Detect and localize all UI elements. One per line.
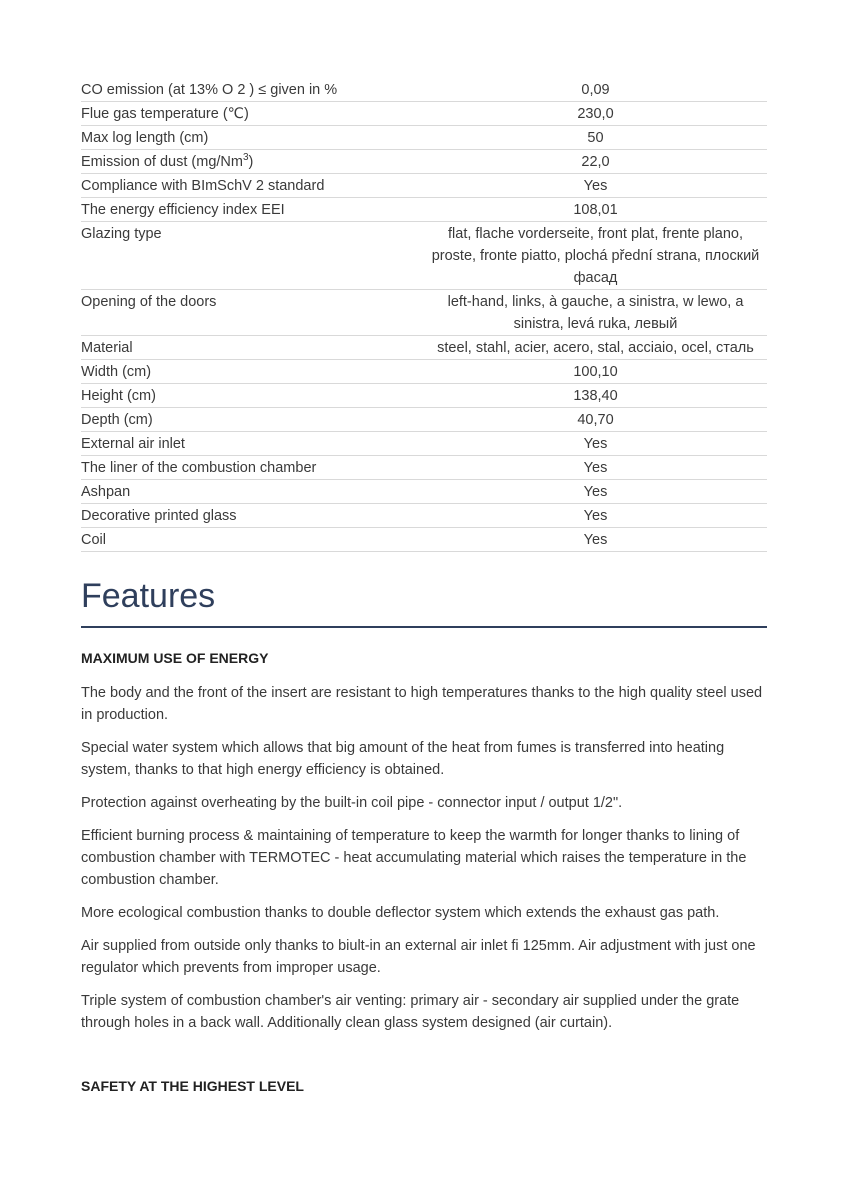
document-page bbox=[81, 78, 767, 1110]
subheading-safety: SAFETY AT THE HIGHEST LEVEL bbox=[81, 1078, 304, 1094]
spec-label: Height (cm) bbox=[81, 384, 424, 408]
spec-label-text: Emission of dust (mg/Nm bbox=[81, 154, 243, 170]
feature-paragraph: Efficient burning process & maintaining of temperature to keep the warmth for longer thanks to lining of combustion chamber with TERMOTEC - heat accumulating material which raises the temperature in the combustion chamber. bbox=[81, 828, 747, 888]
subheading-maximum-use-of-energy: MAXIMUM USE OF ENERGY bbox=[81, 650, 269, 666]
table-row bbox=[81, 222, 767, 290]
spec-value: left-hand, links, à gauche, a sinistra, w lewo, a sinistra, levá ruka, левый bbox=[424, 290, 767, 336]
spec-label-end: ) bbox=[248, 154, 254, 170]
spec-label-superscript: 3 bbox=[242, 152, 249, 164]
spec-value: 0,09 bbox=[424, 78, 767, 102]
spec-value: flat, flache vorderseite, front plat, frente plano, proste, fronte piatto, plochá přední strana, плоский фасад bbox=[424, 222, 767, 290]
spec-label: Compliance with BImSchV 2 standard bbox=[81, 174, 424, 198]
spec-label: The liner of the combustion chamber bbox=[81, 456, 424, 480]
feature-paragraph: Protection against overheating by the built-in coil pipe - connector input / output 1/2". bbox=[81, 795, 623, 811]
table-row bbox=[81, 408, 767, 432]
spec-label: Glazing type bbox=[81, 222, 424, 290]
table-row bbox=[81, 384, 767, 408]
table-row bbox=[81, 102, 767, 126]
spec-value: Yes bbox=[424, 480, 767, 504]
spec-label: Material bbox=[81, 336, 424, 360]
spec-value: 40,70 bbox=[424, 408, 767, 432]
table-row bbox=[81, 432, 767, 456]
spec-label: Coil bbox=[81, 528, 424, 552]
spec-label-with-superscript bbox=[81, 150, 424, 174]
table-row bbox=[81, 78, 767, 102]
table-row bbox=[81, 480, 767, 504]
spec-label: Flue gas temperature (℃) bbox=[81, 102, 424, 126]
spec-label: CO emission (at 13% O 2 ) ≤ given in % bbox=[81, 78, 424, 102]
spec-value: 108,01 bbox=[424, 198, 767, 222]
spec-value: Yes bbox=[424, 528, 767, 552]
feature-paragraph: Special water system which allows that big amount of the heat from fumes is transferred into heating system, thanks to that high energy efficiency is obtained. bbox=[81, 740, 725, 778]
spec-label: Width (cm) bbox=[81, 360, 424, 384]
table-row bbox=[81, 290, 767, 336]
spec-label: Max log length (cm) bbox=[81, 126, 424, 150]
table-row bbox=[81, 150, 767, 174]
spec-value: Yes bbox=[424, 174, 767, 198]
table-row bbox=[81, 504, 767, 528]
table-row bbox=[81, 126, 767, 150]
specifications-table bbox=[81, 78, 767, 552]
feature-paragraph: More ecological combustion thanks to double deflector system which extends the exhaust gas path. bbox=[81, 905, 720, 921]
table-row bbox=[81, 198, 767, 222]
spec-value: 22,0 bbox=[424, 150, 767, 174]
spec-label: Depth (cm) bbox=[81, 408, 424, 432]
feature-paragraph: The body and the front of the insert are resistant to high temperatures thanks to the high quality steel used in production. bbox=[81, 685, 763, 723]
table-row bbox=[81, 336, 767, 360]
table-row bbox=[81, 528, 767, 552]
spec-value: Yes bbox=[424, 456, 767, 480]
spec-value: Yes bbox=[424, 504, 767, 528]
spec-value: steel, stahl, acier, acero, stal, acciaio, ocel, сталь bbox=[424, 336, 767, 360]
spec-label: Decorative printed glass bbox=[81, 504, 424, 528]
feature-paragraph: Triple system of combustion chamber's air venting: primary air - secondary air supplied under the grate through holes in a back wall. Additionally clean glass system designed (air curtain). bbox=[81, 993, 740, 1031]
spec-value: 230,0 bbox=[424, 102, 767, 126]
spec-label: External air inlet bbox=[81, 432, 424, 456]
table-row bbox=[81, 174, 767, 198]
table-row bbox=[81, 360, 767, 384]
spec-value: 50 bbox=[424, 126, 767, 150]
feature-paragraph: Air supplied from outside only thanks to biult-in an external air inlet fi 125mm. Air adjustment with just one regulator which prevents from improper usage. bbox=[81, 938, 756, 976]
spec-value: Yes bbox=[424, 432, 767, 456]
spec-value: 138,40 bbox=[424, 384, 767, 408]
spec-label: The energy efficiency index EEI bbox=[81, 198, 424, 222]
features-heading: Features bbox=[81, 574, 767, 628]
spec-label: Opening of the doors bbox=[81, 290, 424, 336]
spec-label: Ashpan bbox=[81, 480, 424, 504]
spec-value: 100,10 bbox=[424, 360, 767, 384]
table-row bbox=[81, 456, 767, 480]
